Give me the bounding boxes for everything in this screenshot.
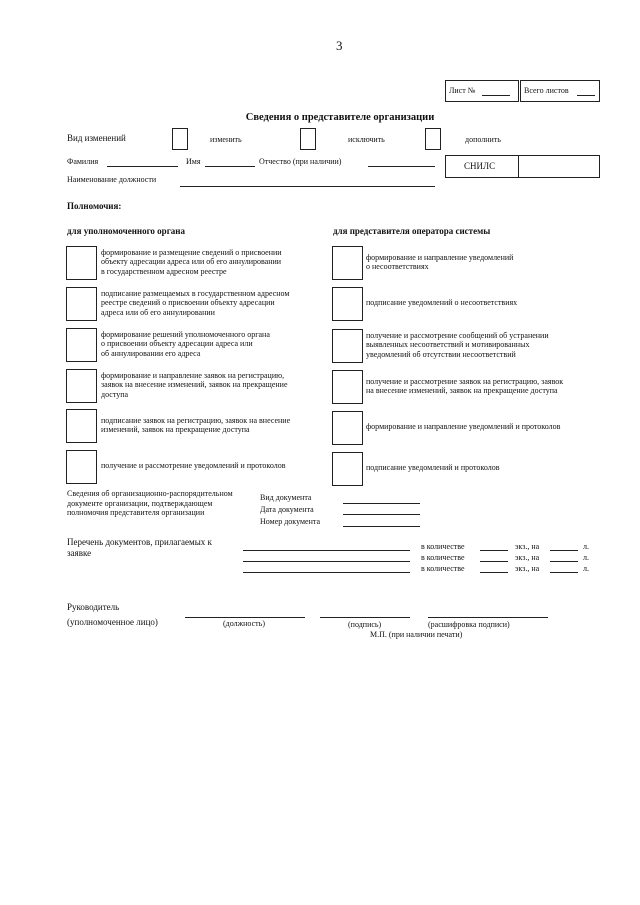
copies-field[interactable] [480, 550, 508, 551]
power-checkbox[interactable] [332, 287, 363, 321]
sheets-field[interactable] [550, 550, 578, 551]
power-label-line: о присвоении объекту адресации адреса или [101, 339, 253, 349]
copies-label: экз., на [515, 542, 540, 551]
attachments-label-line: заявке [67, 548, 92, 558]
power-label [101, 371, 288, 400]
sheets-field[interactable] [550, 572, 578, 573]
change-option-label: изменить [210, 135, 242, 144]
right-column-heading: для представителя оператора системы [333, 226, 491, 236]
power-label-line: формирование и направление заявок на регистрацию, [101, 370, 285, 380]
attachments-label [67, 537, 212, 559]
doc-date-field[interactable] [343, 514, 420, 515]
power-label-line: объекту адресации адреса или об его аннулировании [101, 257, 282, 267]
sheet-number-label: Лист № [449, 86, 476, 95]
patronymic-label: Отчество (при наличии) [259, 157, 342, 166]
power-checkbox[interactable] [66, 409, 97, 443]
sheets-field[interactable] [550, 561, 578, 562]
total-sheets-field[interactable] [577, 95, 595, 96]
qty-label: в количестве [421, 564, 465, 573]
attachments-label-line: Перечень документов, прилагаемых к [67, 537, 212, 547]
power-label-line: выявленных несоответствий и мотивированных [366, 340, 530, 350]
position-field[interactable] [180, 186, 435, 187]
attachment-name-field[interactable] [243, 572, 410, 573]
power-label-line: об аннулировании его адреса [101, 348, 201, 358]
power-checkbox[interactable] [332, 246, 363, 280]
position-caption: (должность) [223, 619, 265, 628]
power-label-line: о несоответствиях [366, 262, 429, 271]
power-label-line: формирование и направление уведомлений и протоколов [366, 422, 561, 432]
snils-label: СНИЛС [464, 161, 496, 171]
power-label [101, 416, 290, 435]
doc-type-field[interactable] [343, 503, 420, 504]
patronymic-field[interactable] [368, 166, 435, 167]
add-checkbox[interactable] [425, 128, 441, 150]
surname-field[interactable] [107, 166, 178, 167]
power-label-line: подписание уведомлений и протоколов [366, 463, 500, 473]
org-document-label [67, 489, 233, 518]
total-sheets-box [520, 80, 600, 102]
power-label-line: реестре сведений о присвоении объекту адресации [101, 298, 275, 308]
power-label-line: получение и рассмотрение сообщений об устранении [366, 330, 549, 340]
power-checkbox[interactable] [332, 411, 363, 445]
sheets-label: л. [583, 564, 589, 573]
head-signature-field[interactable] [320, 617, 410, 618]
power-label-line: изменений, заявок на прекращение доступа [101, 425, 250, 434]
power-label-line: подписание заявок на регистрацию, заявок на внесение [101, 415, 291, 425]
power-label [366, 331, 549, 360]
surname-label: Фамилия [67, 157, 99, 166]
power-label-line: на внесение изменений, заявок на прекращение доступа [366, 386, 558, 395]
copies-field[interactable] [480, 572, 508, 573]
power-label [101, 461, 286, 471]
qty-label: в количестве [421, 542, 465, 551]
power-checkbox[interactable] [332, 452, 363, 486]
copies-field[interactable] [480, 561, 508, 562]
decode-caption: (расшифровка подписи) [428, 620, 510, 629]
power-checkbox[interactable] [66, 328, 97, 362]
doc-number-label: Номер документа [260, 517, 321, 526]
head-label: Руководитель [67, 602, 120, 612]
power-checkbox[interactable] [66, 246, 97, 280]
snils-field[interactable] [518, 156, 599, 177]
power-label-line: подписание размещаемых в государственном адресном [101, 288, 290, 298]
power-label [366, 422, 560, 432]
power-label-line: заявок на внесение изменений, заявок на прекращение [101, 380, 288, 390]
org-document-line: документе организации, подтверждающем [67, 498, 213, 508]
power-label-line: формирование и размещение сведений о присвоении [101, 247, 282, 257]
powers-heading: Полномочия: [67, 201, 122, 211]
name-field[interactable] [205, 166, 255, 167]
power-checkbox[interactable] [66, 450, 97, 484]
power-checkbox[interactable] [66, 287, 97, 321]
power-checkbox[interactable] [332, 370, 363, 404]
signature-caption: (подпись) [348, 620, 382, 629]
exclude-option-label: исключить [348, 135, 385, 144]
position-label: Наименование должности [67, 175, 157, 184]
page-number: 3 [336, 38, 343, 53]
sheets-label: л. [583, 542, 589, 551]
doc-type-label: Вид документа [260, 493, 312, 502]
copies-label: экз., на [515, 553, 540, 562]
qty-label: в количестве [421, 553, 465, 562]
power-label-line: адреса или об его аннулировании [101, 307, 215, 317]
stamp-caption: М.П. (при наличии печати) [370, 630, 463, 639]
change-checkbox[interactable] [172, 128, 188, 150]
power-label-line: в государственном адресном реестре [101, 266, 227, 276]
power-label [366, 298, 517, 308]
left-column-heading: для уполномоченного органа [67, 226, 185, 236]
head-position-field[interactable] [185, 617, 305, 618]
power-label-line: получение и рассмотрение уведомлений и протоколов [101, 461, 286, 471]
power-label-line: уведомлений об отсутствии несоответствий [366, 349, 516, 359]
sheets-label: л. [583, 553, 589, 562]
org-document-line: полномочия представителя организации [67, 508, 205, 517]
power-label [101, 289, 289, 318]
head-sublabel: (уполномоченное лицо) [67, 617, 158, 627]
power-label-line: доступа [101, 389, 129, 399]
copies-label: экз., на [515, 564, 540, 573]
power-checkbox[interactable] [332, 329, 363, 363]
power-label-line: получение и рассмотрение заявок на регистрацию, заявок [366, 376, 564, 386]
sheet-number-field[interactable] [482, 95, 510, 96]
sheet-number-box [445, 80, 519, 102]
attachment-name-field[interactable] [243, 550, 410, 551]
power-label [366, 253, 513, 272]
org-document-line: Сведения об организационно-распорядительном [67, 489, 233, 498]
power-label-line: формирование решений уполномоченного органа [101, 329, 270, 339]
snils-box [445, 155, 600, 178]
add-option-label: дополнить [465, 135, 501, 144]
power-label [366, 377, 563, 396]
power-checkbox[interactable] [66, 369, 97, 403]
power-label [101, 330, 270, 359]
name-label: Имя [186, 157, 201, 166]
form-title: Сведения о представителе организации [245, 112, 435, 123]
attachment-name-field[interactable] [243, 561, 410, 562]
total-sheets-label: Всего листов [524, 86, 569, 95]
change-type-label: Вид изменений [67, 133, 126, 143]
power-label-line: формирование и направление уведомлений [366, 252, 514, 262]
head-decode-field[interactable] [428, 617, 548, 618]
power-label [101, 248, 282, 277]
doc-date-label: Дата документа [260, 505, 314, 514]
doc-number-field[interactable] [343, 526, 420, 527]
exclude-checkbox[interactable] [300, 128, 316, 150]
power-label-line: подписание уведомлений о несоответствиях [366, 298, 518, 308]
power-label [366, 463, 500, 473]
